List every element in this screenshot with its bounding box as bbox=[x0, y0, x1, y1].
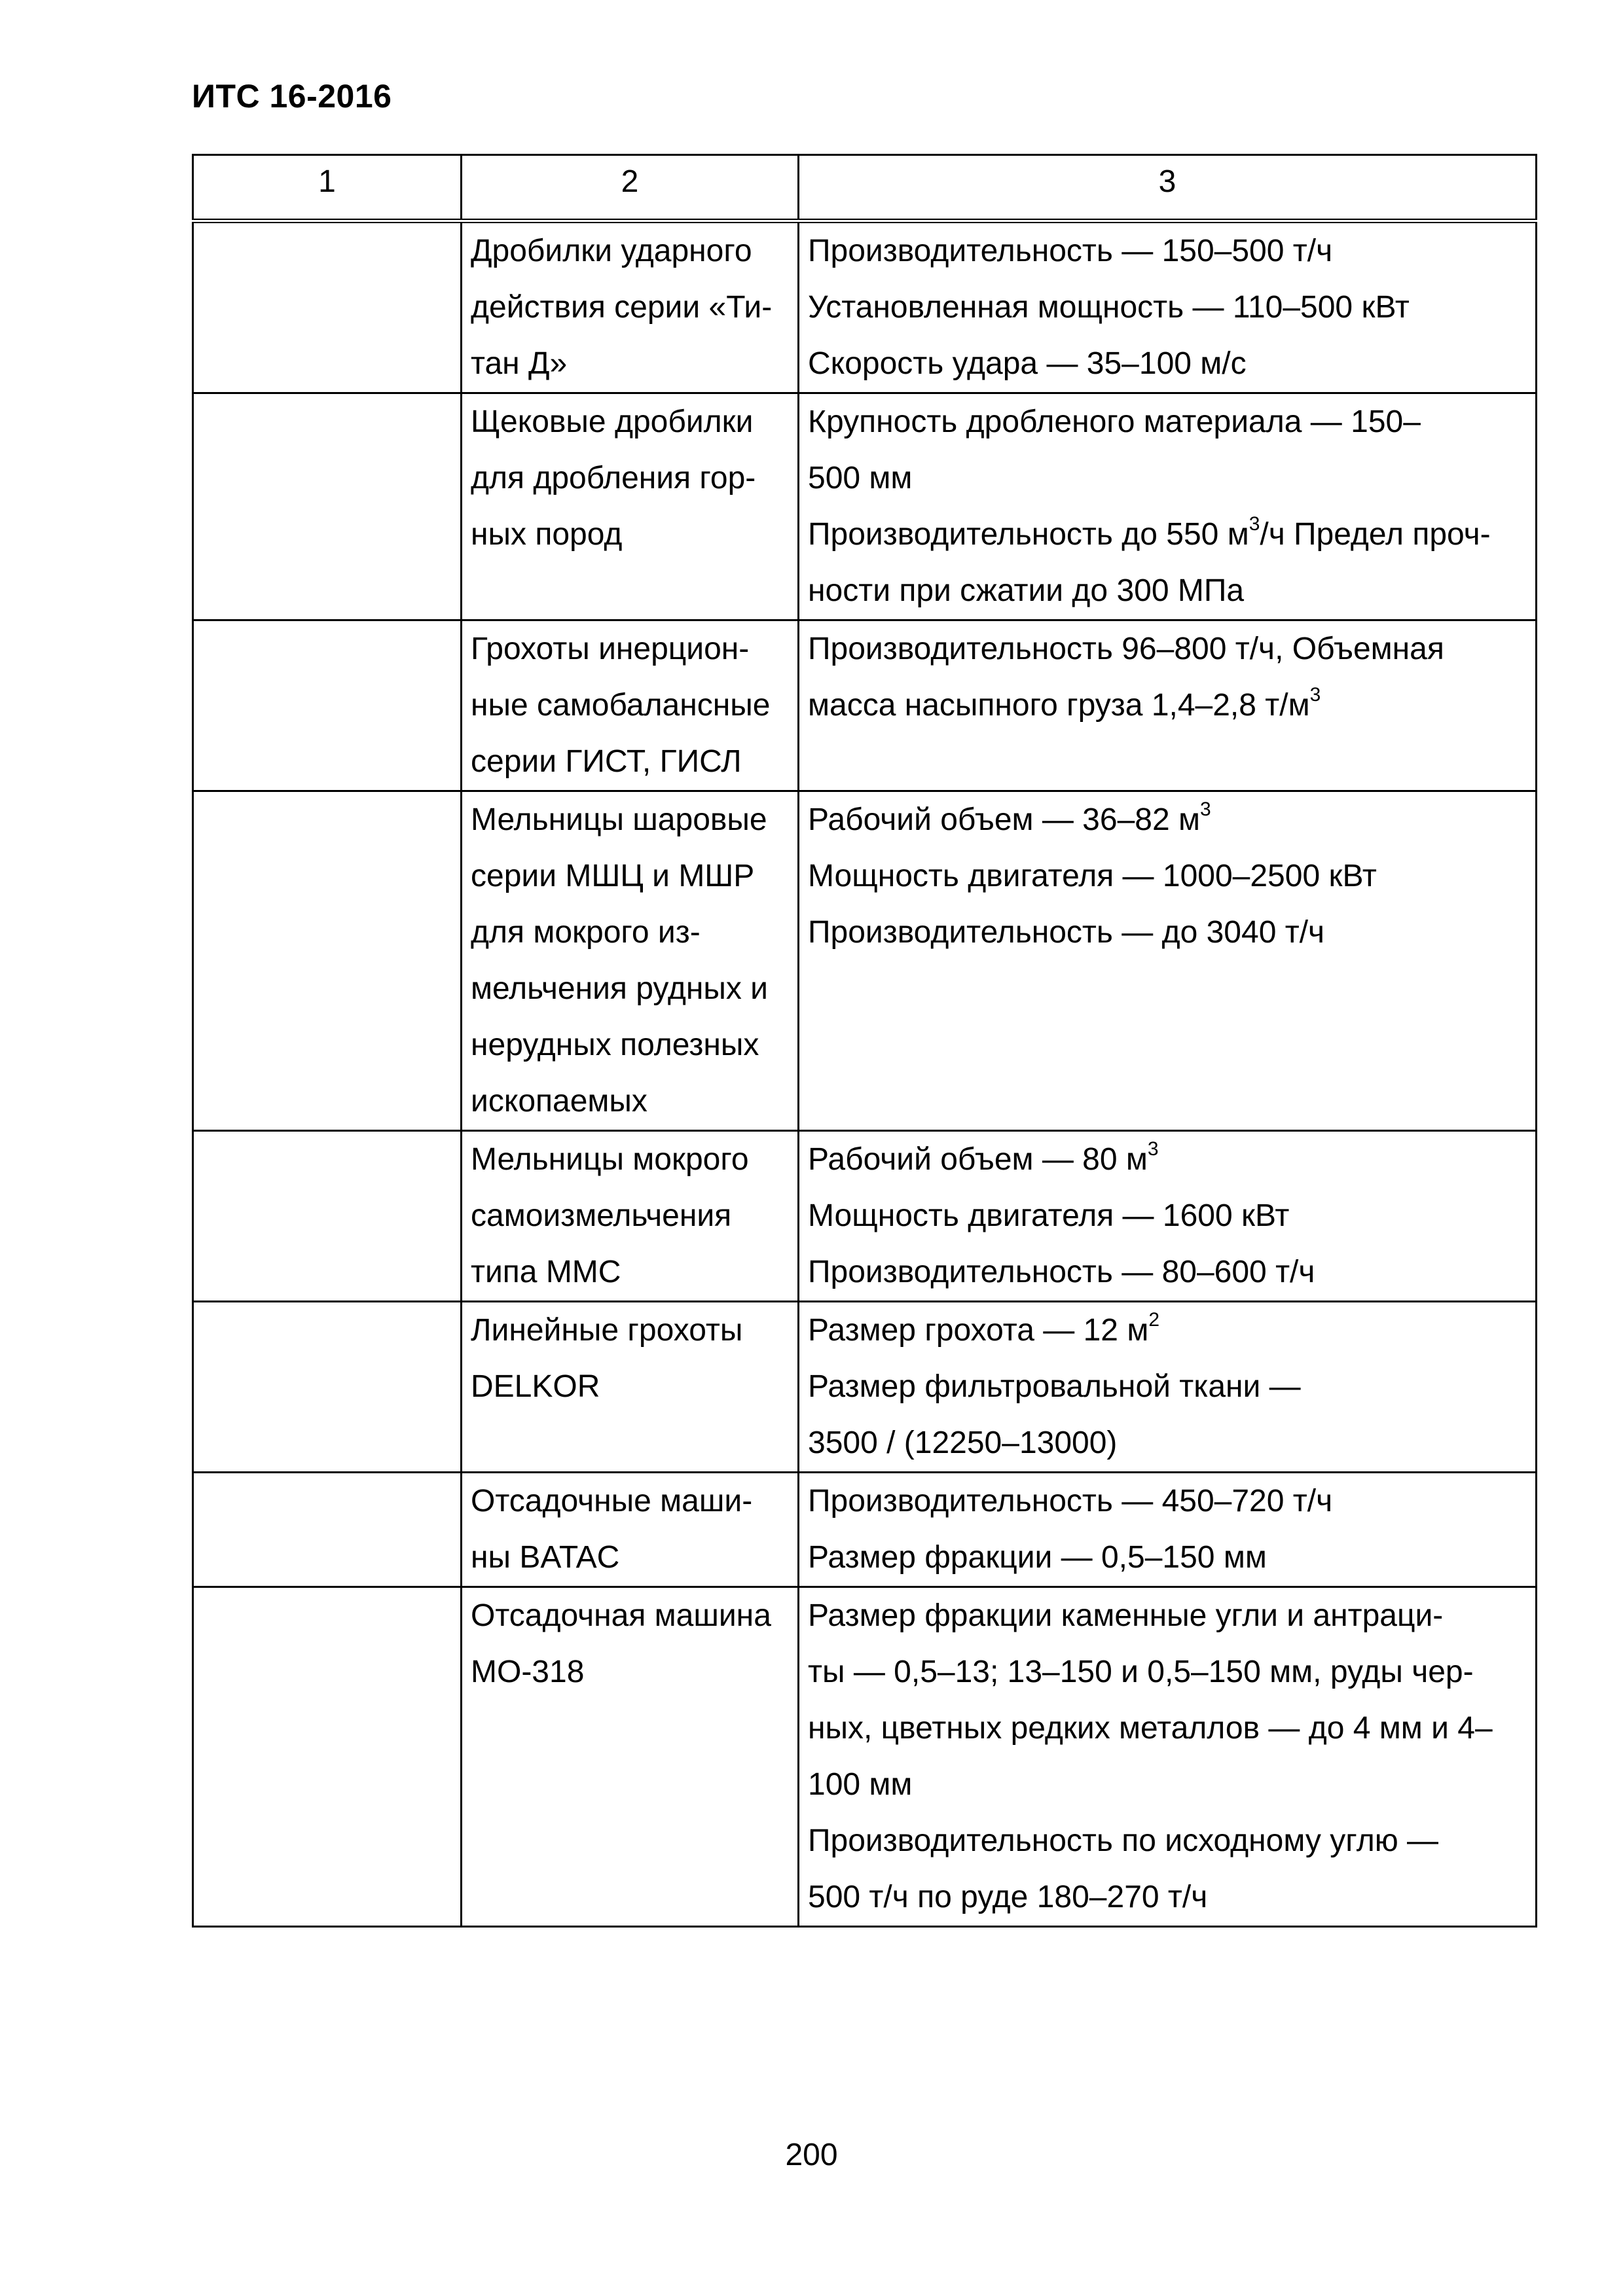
characteristic-text: Производительность 96–800 т/ч, Объемная bbox=[808, 632, 1444, 666]
characteristic-line bbox=[808, 563, 1529, 619]
characteristic-line bbox=[808, 1132, 1529, 1188]
cell-equipment-name bbox=[462, 1473, 799, 1587]
characteristic-text: Размер фракции каменные угли и антраци- bbox=[808, 1598, 1444, 1633]
characteristic-text: масса насыпного груза 1,4–2,8 т/м bbox=[808, 688, 1310, 723]
characteristic-line bbox=[808, 336, 1529, 392]
cell-number bbox=[193, 1302, 462, 1473]
characteristic-text: Рабочий объем — 36–82 м bbox=[808, 802, 1200, 837]
characteristic-text: 500 т/ч по руде 180–270 т/ч bbox=[808, 1880, 1208, 1914]
table-row bbox=[193, 221, 1537, 393]
equipment-name-line: для мокрого из- bbox=[471, 915, 701, 950]
characteristic-line bbox=[808, 792, 1529, 848]
equipment-name-line: Мельницы шаровые bbox=[471, 802, 767, 837]
equipment-name-line: Дробилки ударного bbox=[471, 234, 752, 268]
cell-characteristics bbox=[799, 620, 1537, 791]
characteristic-line bbox=[808, 1700, 1529, 1757]
equipment-name-line: ископаемых bbox=[471, 1084, 647, 1119]
table-row bbox=[193, 620, 1537, 791]
cell-number bbox=[193, 1131, 462, 1302]
equipment-name-line: DELKOR bbox=[471, 1369, 600, 1404]
characteristic-line bbox=[808, 394, 1529, 450]
cell-number bbox=[193, 1473, 462, 1587]
table-body bbox=[193, 221, 1537, 1927]
equipment-name-line: серии ГИСТ, ГИСЛ bbox=[471, 744, 742, 779]
characteristic-text: Мощность двигателя — 1000–2500 кВт bbox=[808, 859, 1377, 893]
equipment-name-line: ны BATAC bbox=[471, 1540, 620, 1575]
cell-characteristics bbox=[799, 1302, 1537, 1473]
column-header-1: 1 bbox=[193, 155, 462, 221]
characteristic-text: ности при сжатии до 300 МПа bbox=[808, 573, 1245, 608]
cell-equipment-name bbox=[462, 1131, 799, 1302]
equipment-name-line: Линейные грохоты bbox=[471, 1313, 743, 1348]
equipment-name-line: самоизмельчения bbox=[471, 1198, 732, 1233]
characteristic-text: Рабочий объем — 80 м bbox=[808, 1142, 1148, 1177]
characteristic-text-tail: /ч Предел проч- bbox=[1260, 517, 1491, 552]
equipment-table bbox=[192, 154, 1537, 1928]
characteristic-line bbox=[808, 279, 1529, 336]
characteristic-line bbox=[808, 1530, 1529, 1586]
characteristic-line bbox=[808, 1302, 1529, 1359]
characteristic-text: Производительность — до 3040 т/ч bbox=[808, 915, 1325, 950]
characteristic-text: Производительность до 550 м bbox=[808, 517, 1249, 552]
cell-number bbox=[193, 1587, 462, 1927]
equipment-name-line: тан Д» bbox=[471, 346, 568, 381]
cell-characteristics bbox=[799, 1473, 1537, 1587]
cell-characteristics bbox=[799, 1131, 1537, 1302]
table-row bbox=[193, 1473, 1537, 1587]
equipment-name-line: серии МШЦ и МШР bbox=[471, 859, 755, 893]
equipment-name-line: МО-318 bbox=[471, 1655, 585, 1689]
cell-equipment-name bbox=[462, 1587, 799, 1927]
characteristic-line bbox=[808, 1188, 1529, 1244]
document-code: ИТС 16-2016 bbox=[192, 78, 392, 115]
cell-characteristics bbox=[799, 791, 1537, 1131]
equipment-name-line: типа ММС bbox=[471, 1255, 621, 1289]
characteristic-line bbox=[808, 621, 1529, 677]
equipment-name-line: Мельницы мокрого bbox=[471, 1142, 749, 1177]
equipment-name-line: Отсадочные маши- bbox=[471, 1484, 753, 1518]
equipment-name-line: мельчения рудных и bbox=[471, 971, 768, 1006]
characteristic-line bbox=[808, 1588, 1529, 1644]
unit-exponent: 2 bbox=[1148, 1309, 1159, 1331]
table-row bbox=[193, 393, 1537, 620]
cell-equipment-name bbox=[462, 791, 799, 1131]
equipment-name-line: ных пород bbox=[471, 517, 623, 552]
characteristic-text: 500 мм bbox=[808, 461, 913, 495]
characteristic-line bbox=[808, 223, 1529, 279]
unit-exponent: 3 bbox=[1147, 1138, 1159, 1160]
cell-number bbox=[193, 221, 462, 393]
characteristic-line bbox=[808, 905, 1529, 961]
column-header-2: 2 bbox=[462, 155, 799, 221]
cell-equipment-name bbox=[462, 221, 799, 393]
characteristic-text: 3500 / (12250–13000) bbox=[808, 1426, 1118, 1460]
cell-characteristics bbox=[799, 221, 1537, 393]
characteristic-line bbox=[808, 1813, 1529, 1869]
characteristic-line bbox=[808, 1244, 1529, 1300]
characteristic-text: Размер грохота — 12 м bbox=[808, 1313, 1149, 1348]
characteristic-text: 100 мм bbox=[808, 1767, 913, 1802]
characteristic-text: Мощность двигателя — 1600 кВт bbox=[808, 1198, 1290, 1233]
table-row bbox=[193, 1131, 1537, 1302]
cell-characteristics bbox=[799, 393, 1537, 620]
equipment-name-line: действия серии «Ти- bbox=[471, 290, 773, 325]
cell-number bbox=[193, 791, 462, 1131]
cell-characteristics bbox=[799, 1587, 1537, 1927]
characteristic-line bbox=[808, 450, 1529, 507]
characteristic-text: Производительность — 450–720 т/ч bbox=[808, 1484, 1333, 1518]
characteristic-line bbox=[808, 1644, 1529, 1700]
cell-equipment-name bbox=[462, 393, 799, 620]
characteristic-text: Крупность дробленого материала — 150– bbox=[808, 404, 1421, 439]
characteristic-line bbox=[808, 507, 1529, 563]
equipment-name-line: для дробления гор- bbox=[471, 461, 756, 495]
cell-number bbox=[193, 620, 462, 791]
characteristic-line bbox=[808, 677, 1529, 734]
column-header-3: 3 bbox=[799, 155, 1537, 221]
unit-exponent: 3 bbox=[1249, 513, 1260, 535]
characteristic-line bbox=[808, 1415, 1529, 1471]
characteristic-text: Размер фракции — 0,5–150 мм bbox=[808, 1540, 1267, 1575]
table-header-row bbox=[193, 155, 1537, 221]
table-row bbox=[193, 1302, 1537, 1473]
unit-exponent: 3 bbox=[1309, 684, 1321, 706]
characteristic-line bbox=[808, 1757, 1529, 1813]
characteristic-text: Производительность по исходному углю — bbox=[808, 1823, 1439, 1858]
equipment-name-line: нерудных полезных bbox=[471, 1028, 759, 1062]
characteristic-line bbox=[808, 848, 1529, 905]
characteristic-text: ных, цветных редких металлов — до 4 мм и 4– bbox=[808, 1711, 1493, 1746]
cell-number bbox=[193, 393, 462, 620]
cell-equipment-name bbox=[462, 620, 799, 791]
equipment-name-line: Отсадочная машина bbox=[471, 1598, 771, 1633]
equipment-name-line: Щековые дробилки bbox=[471, 404, 754, 439]
characteristic-line bbox=[808, 1869, 1529, 1926]
characteristic-text: Скорость удара — 35–100 м/с bbox=[808, 346, 1247, 381]
table-row bbox=[193, 791, 1537, 1131]
page-number: 200 bbox=[785, 2138, 838, 2172]
equipment-name-line: ные самобалансные bbox=[471, 688, 771, 723]
characteristic-text: Производительность — 150–500 т/ч bbox=[808, 234, 1333, 268]
table-row bbox=[193, 1587, 1537, 1927]
characteristic-text: Производительность — 80–600 т/ч bbox=[808, 1255, 1315, 1289]
characteristic-text: ты — 0,5–13; 13–150 и 0,5–150 мм, руды чер- bbox=[808, 1655, 1474, 1689]
characteristic-text: Установленная мощность — 110–500 кВт bbox=[808, 290, 1410, 325]
characteristic-line bbox=[808, 1473, 1529, 1530]
unit-exponent: 3 bbox=[1200, 798, 1211, 820]
cell-equipment-name bbox=[462, 1302, 799, 1473]
characteristic-text: Размер фильтровальной ткани — bbox=[808, 1369, 1301, 1404]
equipment-name-line: Грохоты инерцион- bbox=[471, 632, 750, 666]
characteristic-line bbox=[808, 1359, 1529, 1415]
